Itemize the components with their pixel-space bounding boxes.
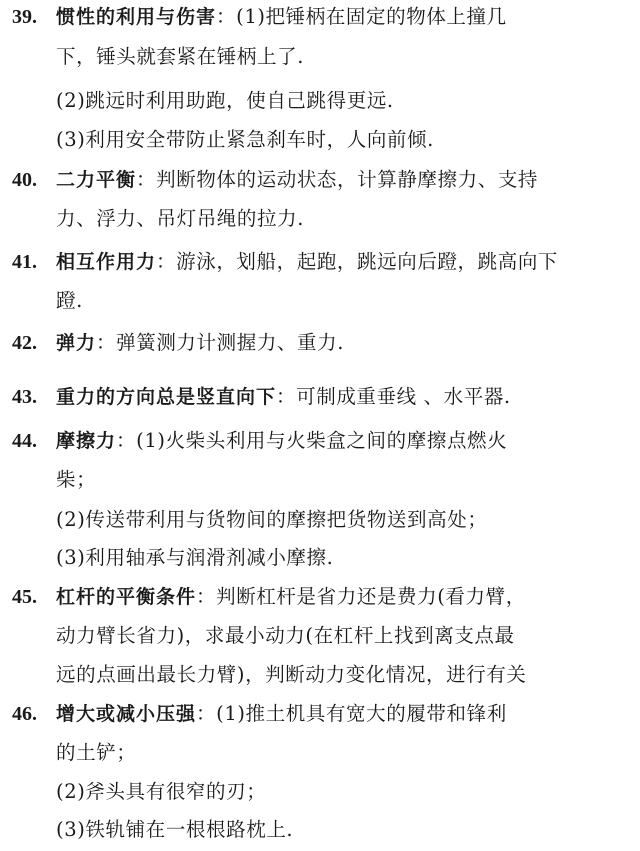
item-46-line-3	[0, 775, 640, 809]
item-text: (2)斧头具有很窄的刃；	[56, 780, 267, 803]
item-39-line-4	[0, 123, 640, 157]
item-39-line-1	[0, 0, 640, 34]
item-46-line-2	[0, 736, 640, 770]
item-43-line-1	[0, 380, 640, 414]
item-text: ：游泳，划船，起跑，跳远向后蹬，跳高向下	[156, 250, 559, 273]
item-41-line-2	[0, 284, 640, 318]
item-text: ：(1)把锤柄在固定的物体上撞几	[216, 5, 507, 28]
item-term: 增大或减小压强	[56, 703, 197, 725]
item-46-line-4	[0, 813, 640, 847]
item-number: 40.	[12, 169, 37, 191]
item-term: 相互作用力	[56, 251, 157, 273]
item-39-line-3	[0, 84, 640, 118]
item-text: (2)传送带利用与货物间的摩擦把货物送到高处；	[56, 508, 488, 531]
item-text: 远的点画出最长力臂)，判断动力变化情况，进行有关	[56, 663, 527, 686]
item-text: (3)利用安全带防止紧急刹车时，人向前倾.	[56, 128, 434, 151]
item-44-line-1	[0, 424, 640, 458]
item-number: 45.	[12, 586, 37, 608]
item-text: ：弹簧测力计测握力、重力.	[96, 331, 345, 354]
item-term: 摩擦力	[56, 430, 117, 452]
item-40-line-1	[0, 163, 640, 197]
item-text: (3)铁轨铺在一根根路枕上.	[56, 818, 294, 841]
item-44-line-3	[0, 503, 640, 537]
item-text: 下，锤头就套紧在锤柄上了.	[56, 45, 304, 68]
item-number: 44.	[12, 430, 37, 452]
item-42-line-1	[0, 326, 640, 360]
item-text: 力、浮力、吊灯吊绳的拉力.	[56, 207, 304, 230]
item-45-line-3	[0, 658, 640, 692]
item-44-line-2	[0, 463, 640, 497]
item-text: ：可制成重垂线 、水平器.	[276, 385, 511, 408]
item-45-line-1	[0, 580, 640, 614]
item-46-line-1	[0, 697, 640, 731]
item-text: ：判断物体的运动状态，计算静摩擦力、支持	[136, 168, 539, 191]
item-number: 43.	[12, 386, 37, 408]
item-text: 蹬.	[56, 289, 83, 312]
item-text: 柴；	[56, 468, 97, 491]
item-term: 惯性的利用与伤害	[56, 6, 217, 28]
item-text: (3)利用轴承与润滑剂减小摩擦.	[56, 546, 334, 569]
item-text: ：(1)火柴头利用与火柴盒之间的摩擦点燃火	[116, 429, 508, 452]
item-text: ：(1)推土机具有宽大的履带和锋利	[196, 702, 507, 725]
item-text: ：判断杠杆是省力还是费力(看力臂，	[196, 585, 526, 608]
item-number: 41.	[12, 251, 37, 273]
item-number: 39.	[12, 6, 37, 28]
item-45-line-2	[0, 619, 640, 653]
item-text: (2)跳远时利用助跑，使自己跳得更远.	[56, 89, 394, 112]
item-term: 二力平衡	[56, 169, 137, 191]
item-number: 46.	[12, 703, 37, 725]
item-44-line-4	[0, 541, 640, 575]
item-40-line-2	[0, 202, 640, 236]
item-term: 重力的方向总是竖直向下	[56, 386, 277, 408]
item-text: 的土铲；	[56, 741, 137, 764]
item-number: 42.	[12, 332, 37, 354]
item-text: 动力臂长省力)，求最小动力(在杠杆上找到离支点最	[56, 624, 515, 647]
item-term: 弹力	[56, 332, 97, 354]
item-39-line-2	[0, 40, 640, 74]
item-41-line-1	[0, 245, 640, 279]
item-term: 杠杆的平衡条件	[56, 586, 197, 608]
